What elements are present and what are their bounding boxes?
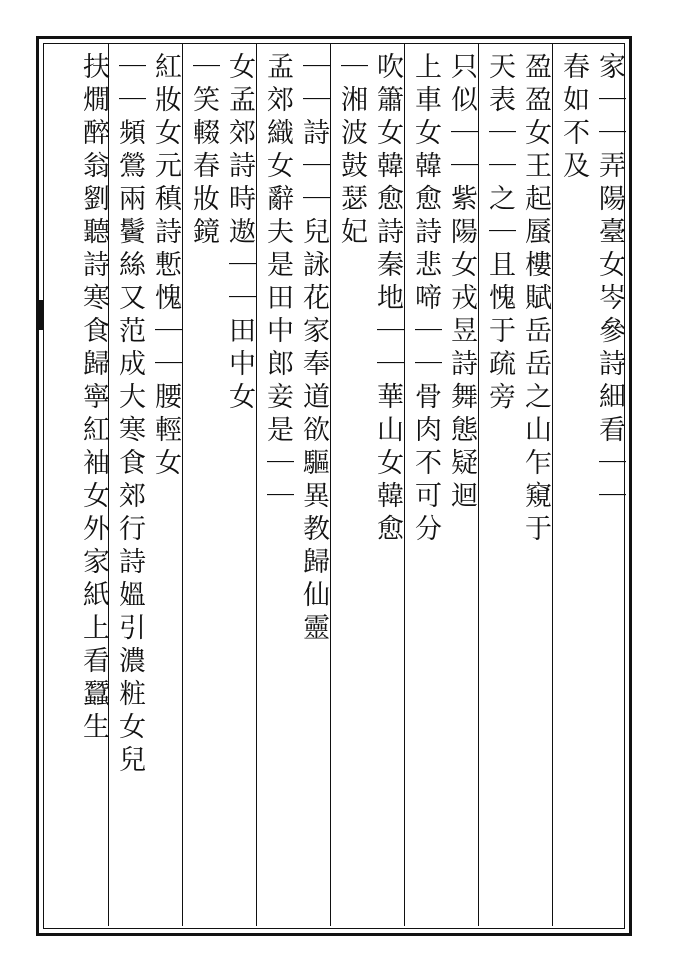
column-text-right: 家｜｜弄陽臺女岑參詩細看｜｜ <box>594 52 625 514</box>
column-rule <box>478 44 479 926</box>
text-column <box>408 52 478 922</box>
column-text-left: ｜湘波鼓瑟妃 <box>336 52 367 250</box>
column-rule <box>182 44 183 926</box>
text-column <box>186 52 256 922</box>
column-text-right: ｜｜詩｜｜兒詠花家奉道欲驅異教歸仙靈 <box>298 52 329 646</box>
text-column <box>260 52 330 922</box>
text-column <box>112 52 182 922</box>
column-rule <box>256 44 257 926</box>
column-rule <box>330 44 331 926</box>
column-text-left: 春如不及 <box>558 52 589 184</box>
column-text-right: 紅妝女元稹詩慙愧｜｜腰輕女 <box>150 52 181 481</box>
column-text-left: 孟郊織女辭夫是田中郎妾是｜｜ <box>262 52 293 514</box>
column-text-left: ｜｜頻鶯兩鬢絲又范成大寒食郊行詩媼引濃粧女兒 <box>114 52 145 778</box>
column-text-right: 吹簫女韓愈詩秦地｜｜華山女韓愈 <box>372 52 403 547</box>
column-text-left: ｜笑輟春妝鏡 <box>188 52 219 250</box>
text-column <box>556 52 626 922</box>
column-rule <box>552 44 553 926</box>
column-text-left: 上車女韓愈詩悲啼｜｜骨肉不可分 <box>410 52 441 547</box>
column-text-right: 扶燗醉翁劉聽詩寒食歸寧紅袖女外家紙上看蠶生 <box>78 52 109 745</box>
column-rule <box>404 44 405 926</box>
column-text-right: 盈盈女王起蜃樓賦岳岳之山乍窺于 <box>520 52 551 547</box>
column-text-right: 女孟郊詩時遨｜｜田中女 <box>224 52 255 415</box>
text-column <box>334 52 404 922</box>
column-text-left <box>40 52 74 922</box>
column-text-left: 天表｜｜之｜且愧于疏旁 <box>484 52 515 415</box>
text-column <box>482 52 552 922</box>
text-column <box>40 52 110 922</box>
column-text-right: 只似｜｜紫陽女戎昱詩舞態疑迴 <box>446 52 477 514</box>
